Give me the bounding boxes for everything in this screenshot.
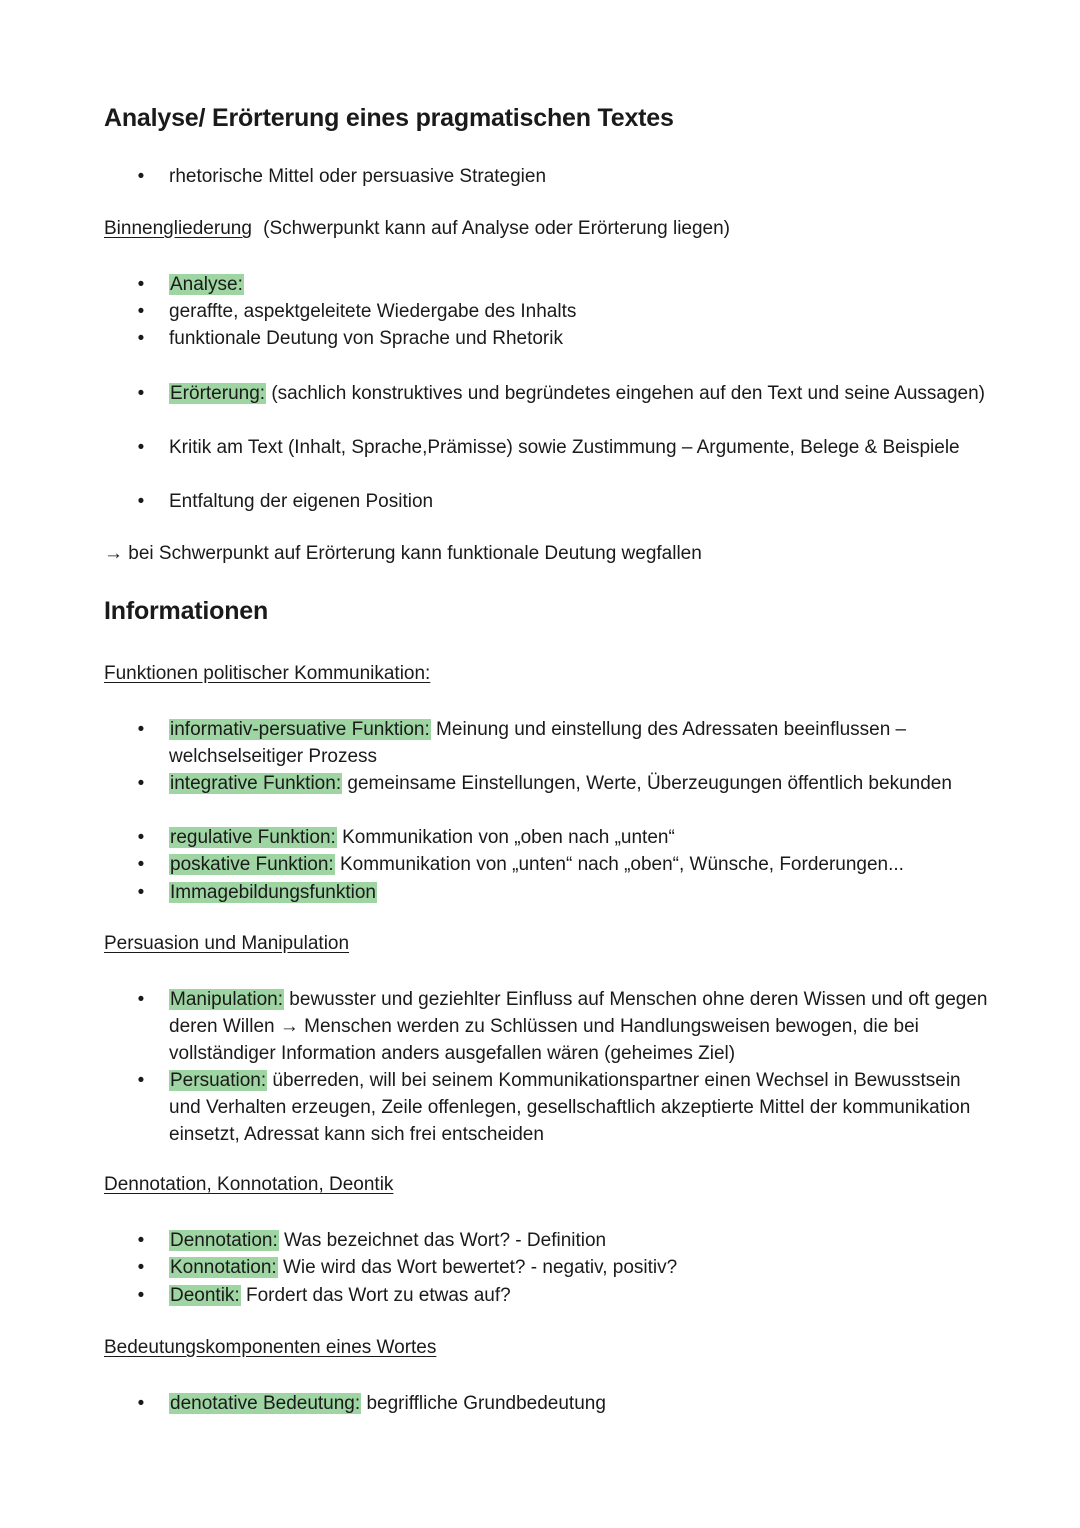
section-label: Bedeutungskomponenten eines Wortes	[104, 1337, 437, 1358]
section-title-informationen: Informationen	[104, 597, 269, 625]
section-heading-dennotation	[104, 1174, 393, 1196]
arrow-note: → bei Schwerpunkt auf Erörterung kann funktionale Deutung wegfallen	[104, 543, 702, 564]
section-label: Persuasion und Manipulation	[104, 933, 350, 954]
list-item-text: Kommunikation von „oben nach „unten“	[336, 827, 675, 848]
bullet-icon: •	[137, 1230, 145, 1251]
bullet-icon: •	[137, 719, 145, 740]
bullet-icon: •	[137, 274, 145, 295]
list-item-text: Wie wird das Wort bewertet? - negativ, positiv?	[277, 1257, 678, 1278]
highlighted-term: integrative Funktion:	[170, 773, 342, 794]
bullet-icon: •	[137, 1285, 145, 1306]
highlighted-term: Analyse:	[170, 274, 243, 295]
highlighted-term: Erörterung:	[170, 383, 266, 404]
highlighted-term: poskative Funktion:	[170, 854, 334, 875]
highlighted-term: Immagebildungsfunktion	[170, 882, 376, 903]
highlighted-term: denotative Bedeutung:	[170, 1393, 361, 1414]
highlighted-term: Deontik:	[170, 1285, 240, 1306]
list-item-text: Entfaltung der eigenen Position	[169, 491, 434, 512]
bullet-icon: •	[137, 301, 145, 322]
list-item-text: Fordert das Wort zu etwas auf?	[240, 1285, 511, 1306]
section-label: Binnengliederung	[104, 218, 252, 239]
list-item-text: begriffliche Grundbedeutung	[361, 1393, 606, 1414]
section-label: Dennotation, Konnotation, Deontik	[104, 1174, 394, 1195]
list-item-text: bewusster und geziehlter Einfluss auf Menschen ohne deren Wissen und oft gegen deren Willen → Menschen werden zu Schlüssen und Handlungsweisen bewogen, die bei vollständiger Information anders ausgefallen wären (geheimes Ziel)	[169, 989, 988, 1064]
bullet-icon: •	[137, 882, 145, 903]
highlighted-term: informativ-persuative Funktion:	[170, 719, 430, 740]
bullet-icon: •	[137, 854, 145, 875]
highlighted-term: Dennotation:	[170, 1230, 278, 1251]
list-item-text: geraffte, aspektgeleitete Wiedergabe des Inhalts	[169, 301, 577, 322]
list-item-text: Kommunikation von „unten“ nach „oben“, Wünsche, Forderungen...	[334, 854, 904, 875]
section-heading-funktionen	[104, 663, 430, 685]
list-item-text: funktionale Deutung von Sprache und Rhetorik	[169, 328, 563, 349]
bullet-icon: •	[137, 437, 145, 458]
list-item-text: überreden, will bei seinem Kommunikationspartner einen Wechsel in Bewusstsein und Verhalten erzeugen, Zeile offenlegen, gesellschaftlich akzeptierte Mittel der kommunikation einsetzt, Adressat kann sich frei entscheiden	[169, 1070, 971, 1145]
highlighted-term: Konnotation:	[170, 1257, 277, 1278]
list-item-text: gemeinsame Einstellungen, Werte, Überzeugungen öffentlich bekunden	[342, 773, 952, 794]
bullet-icon: •	[137, 827, 145, 848]
section-label: Funktionen politischer Kommunikation:	[104, 663, 431, 684]
section-note: (Schwerpunkt kann auf Analyse oder Erörterung liegen)	[257, 218, 731, 239]
list-item-text: rhetorische Mittel oder persuasive Strategien	[169, 166, 547, 187]
bullet-icon: •	[137, 1070, 145, 1091]
highlighted-term: Manipulation:	[170, 989, 284, 1010]
bullet-icon: •	[137, 773, 145, 794]
bullet-icon: •	[137, 328, 145, 349]
list-item-text: (sachlich konstruktives und begründetes eingehen auf den Text und seine Aussagen)	[266, 383, 986, 404]
bullet-icon: •	[137, 383, 145, 404]
list-item-text: Meinung und einstellung des Adressaten beeinflussen – welchselseitiger Prozess	[169, 719, 907, 767]
bullet-icon: •	[137, 989, 145, 1010]
section-heading-persuasion	[104, 933, 349, 955]
page-title: Analyse/ Erörterung eines pragmatischen Textes	[104, 104, 674, 132]
bullet-icon: •	[137, 1257, 145, 1278]
highlighted-term: regulative Funktion:	[170, 827, 336, 848]
bullet-icon: •	[137, 166, 145, 187]
section-heading-binnengliederung	[104, 218, 730, 240]
list-item-text: Was bezeichnet das Wort? - Definition	[278, 1230, 607, 1251]
bullet-icon: •	[137, 491, 145, 512]
bullet-icon: •	[137, 1393, 145, 1414]
list-item-text: Kritik am Text (Inhalt, Sprache,Prämisse) sowie Zustimmung – Argumente, Belege & Beispiele	[169, 437, 960, 458]
section-heading-bedeutung	[104, 1337, 436, 1359]
highlighted-term: Persuation:	[170, 1070, 267, 1091]
